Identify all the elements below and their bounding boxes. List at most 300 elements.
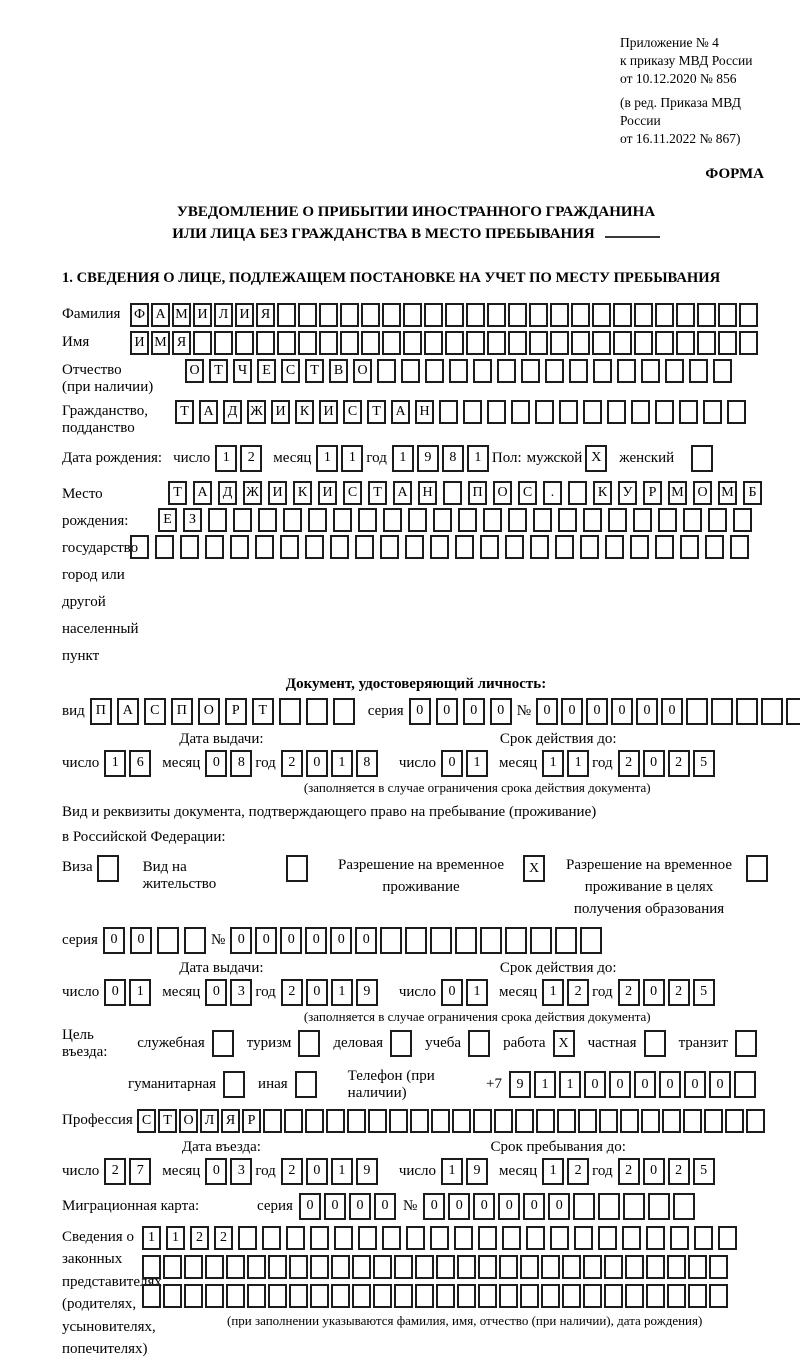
form-cell[interactable]: [505, 927, 527, 954]
form-cell[interactable]: [458, 508, 477, 532]
form-cell[interactable]: [340, 331, 359, 355]
form-cell[interactable]: [617, 359, 636, 383]
form-cell[interactable]: [258, 508, 277, 532]
form-cell[interactable]: [226, 1284, 245, 1308]
form-cell[interactable]: [592, 331, 611, 355]
form-cell[interactable]: Т: [158, 1109, 177, 1133]
form-cell[interactable]: [226, 1255, 245, 1279]
form-cell[interactable]: С: [518, 481, 537, 505]
form-cell[interactable]: [550, 331, 569, 355]
form-cell[interactable]: О: [198, 698, 220, 725]
form-cell[interactable]: 0: [280, 927, 302, 954]
form-cell[interactable]: 0: [306, 979, 328, 1006]
form-cell[interactable]: [277, 331, 296, 355]
form-cell[interactable]: 2: [567, 979, 589, 1006]
form-cell[interactable]: [480, 927, 502, 954]
form-cell[interactable]: [279, 698, 301, 725]
form-cell[interactable]: [455, 927, 477, 954]
form-cell[interactable]: [377, 359, 396, 383]
form-cell[interactable]: 0: [463, 698, 485, 725]
form-cell[interactable]: [280, 535, 299, 559]
form-cell[interactable]: И: [193, 303, 212, 327]
form-cell[interactable]: 3: [230, 1158, 252, 1185]
form-cell[interactable]: [718, 303, 737, 327]
form-cell[interactable]: 1: [166, 1226, 185, 1250]
form-cell[interactable]: 0: [643, 750, 665, 777]
form-cell[interactable]: [623, 1193, 645, 1220]
form-cell[interactable]: [683, 508, 702, 532]
form-cell[interactable]: [247, 1255, 266, 1279]
form-cell[interactable]: 0: [205, 1158, 227, 1185]
form-cell[interactable]: [382, 1226, 401, 1250]
form-cell[interactable]: [394, 1284, 413, 1308]
form-cell[interactable]: 0: [659, 1071, 681, 1098]
form-cell[interactable]: [529, 303, 548, 327]
form-cell[interactable]: 2: [618, 979, 640, 1006]
form-cell[interactable]: [718, 1226, 737, 1250]
form-cell[interactable]: С: [343, 400, 362, 424]
form-cell[interactable]: [620, 1109, 639, 1133]
form-cell[interactable]: 2: [668, 750, 690, 777]
form-cell[interactable]: 0: [536, 698, 558, 725]
form-cell[interactable]: [622, 1226, 641, 1250]
form-cell[interactable]: [439, 400, 458, 424]
form-cell[interactable]: [694, 1226, 713, 1250]
form-cell[interactable]: Н: [415, 400, 434, 424]
form-cell[interactable]: [583, 1255, 602, 1279]
form-cell[interactable]: [410, 1109, 429, 1133]
form-cell[interactable]: 0: [586, 698, 608, 725]
form-cell[interactable]: 0: [661, 698, 683, 725]
form-cell[interactable]: 5: [693, 750, 715, 777]
form-cell[interactable]: X: [553, 1030, 575, 1057]
form-cell[interactable]: [580, 535, 599, 559]
form-cell[interactable]: 0: [355, 927, 377, 954]
form-cell[interactable]: 5: [693, 979, 715, 1006]
form-cell[interactable]: [613, 331, 632, 355]
form-cell[interactable]: [355, 535, 374, 559]
form-cell[interactable]: А: [391, 400, 410, 424]
form-cell[interactable]: О: [179, 1109, 198, 1133]
form-cell[interactable]: О: [185, 359, 204, 383]
form-cell[interactable]: [673, 1193, 695, 1220]
form-cell[interactable]: [382, 331, 401, 355]
form-cell[interactable]: [733, 508, 752, 532]
form-cell[interactable]: [497, 359, 516, 383]
form-cell[interactable]: 1: [534, 1071, 556, 1098]
form-cell[interactable]: [308, 508, 327, 532]
form-cell[interactable]: 0: [436, 698, 458, 725]
form-cell[interactable]: 0: [584, 1071, 606, 1098]
form-cell[interactable]: [223, 1071, 245, 1098]
form-cell[interactable]: 2: [281, 750, 303, 777]
form-cell[interactable]: [613, 303, 632, 327]
form-cell[interactable]: 0: [609, 1071, 631, 1098]
form-cell[interactable]: [319, 331, 338, 355]
form-cell[interactable]: [736, 698, 758, 725]
form-cell[interactable]: 2: [281, 1158, 303, 1185]
form-cell[interactable]: 2: [618, 750, 640, 777]
form-cell[interactable]: [631, 400, 650, 424]
form-cell[interactable]: [705, 535, 724, 559]
form-cell[interactable]: 0: [324, 1193, 346, 1220]
form-cell[interactable]: [286, 855, 308, 882]
form-cell[interactable]: [711, 698, 733, 725]
form-cell[interactable]: 2: [214, 1226, 233, 1250]
form-cell[interactable]: [658, 508, 677, 532]
form-cell[interactable]: [526, 1226, 545, 1250]
form-cell[interactable]: А: [117, 698, 139, 725]
form-cell[interactable]: [641, 1109, 660, 1133]
form-cell[interactable]: [580, 927, 602, 954]
form-cell[interactable]: [449, 359, 468, 383]
form-cell[interactable]: 0: [441, 750, 463, 777]
form-cell[interactable]: [334, 1226, 353, 1250]
form-cell[interactable]: Т: [368, 481, 387, 505]
form-cell[interactable]: 0: [104, 979, 126, 1006]
form-cell[interactable]: [455, 535, 474, 559]
form-cell[interactable]: [520, 1284, 539, 1308]
form-cell[interactable]: [424, 303, 443, 327]
form-cell[interactable]: 8: [442, 445, 464, 472]
form-cell[interactable]: [697, 331, 716, 355]
form-cell[interactable]: [592, 303, 611, 327]
form-cell[interactable]: [415, 1284, 434, 1308]
form-cell[interactable]: [683, 1109, 702, 1133]
form-cell[interactable]: 6: [129, 750, 151, 777]
form-cell[interactable]: [761, 698, 783, 725]
form-cell[interactable]: [571, 303, 590, 327]
form-cell[interactable]: [521, 359, 540, 383]
form-cell[interactable]: [184, 1255, 203, 1279]
form-cell[interactable]: [739, 331, 758, 355]
form-cell[interactable]: М: [172, 303, 191, 327]
form-cell[interactable]: С: [144, 698, 166, 725]
form-cell[interactable]: [262, 1226, 281, 1250]
form-cell[interactable]: С: [343, 481, 362, 505]
form-cell[interactable]: 0: [205, 750, 227, 777]
form-cell[interactable]: Т: [367, 400, 386, 424]
form-cell[interactable]: [746, 1109, 765, 1133]
form-cell[interactable]: [157, 927, 179, 954]
form-cell[interactable]: А: [199, 400, 218, 424]
form-cell[interactable]: 0: [330, 927, 352, 954]
form-cell[interactable]: [142, 1284, 161, 1308]
form-cell[interactable]: [735, 1030, 757, 1057]
form-cell[interactable]: [443, 481, 462, 505]
form-cell[interactable]: [295, 1071, 317, 1098]
form-cell[interactable]: 0: [634, 1071, 656, 1098]
form-cell[interactable]: П: [468, 481, 487, 505]
form-cell[interactable]: 0: [561, 698, 583, 725]
form-cell[interactable]: [424, 331, 443, 355]
form-cell[interactable]: [641, 359, 660, 383]
form-cell[interactable]: 1: [215, 445, 237, 472]
form-cell[interactable]: 0: [130, 927, 152, 954]
form-cell[interactable]: [667, 1284, 686, 1308]
form-cell[interactable]: [263, 1109, 282, 1133]
form-cell[interactable]: 5: [693, 1158, 715, 1185]
form-cell[interactable]: [494, 1109, 513, 1133]
form-cell[interactable]: Д: [218, 481, 237, 505]
form-cell[interactable]: [569, 359, 588, 383]
form-cell[interactable]: Ф: [130, 303, 149, 327]
form-cell[interactable]: [478, 1284, 497, 1308]
form-cell[interactable]: [466, 303, 485, 327]
form-cell[interactable]: И: [319, 400, 338, 424]
form-cell[interactable]: [646, 1255, 665, 1279]
form-cell[interactable]: Н: [418, 481, 437, 505]
form-cell[interactable]: [305, 1109, 324, 1133]
form-cell[interactable]: [703, 400, 722, 424]
form-cell[interactable]: О: [493, 481, 512, 505]
form-cell[interactable]: Т: [305, 359, 324, 383]
form-cell[interactable]: [555, 927, 577, 954]
form-cell[interactable]: [230, 535, 249, 559]
form-cell[interactable]: Т: [209, 359, 228, 383]
form-cell[interactable]: 0: [611, 698, 633, 725]
form-cell[interactable]: [284, 1109, 303, 1133]
form-cell[interactable]: 0: [643, 1158, 665, 1185]
form-cell[interactable]: [550, 303, 569, 327]
form-cell[interactable]: М: [718, 481, 737, 505]
form-cell[interactable]: [478, 1226, 497, 1250]
form-cell[interactable]: [208, 508, 227, 532]
form-cell[interactable]: М: [151, 331, 170, 355]
form-cell[interactable]: [235, 331, 254, 355]
form-cell[interactable]: [730, 535, 749, 559]
form-cell[interactable]: [286, 1226, 305, 1250]
form-cell[interactable]: [380, 535, 399, 559]
form-cell[interactable]: [679, 400, 698, 424]
form-cell[interactable]: [212, 1030, 234, 1057]
form-cell[interactable]: [193, 331, 212, 355]
form-cell[interactable]: [680, 535, 699, 559]
form-cell[interactable]: [697, 303, 716, 327]
form-cell[interactable]: 0: [305, 927, 327, 954]
form-cell[interactable]: [283, 508, 302, 532]
form-cell[interactable]: [508, 303, 527, 327]
form-cell[interactable]: [725, 1109, 744, 1133]
form-cell[interactable]: [608, 508, 627, 532]
form-cell[interactable]: [358, 508, 377, 532]
form-cell[interactable]: 1: [104, 750, 126, 777]
form-cell[interactable]: [310, 1255, 329, 1279]
form-cell[interactable]: 1: [331, 750, 353, 777]
form-cell[interactable]: 0: [306, 1158, 328, 1185]
form-cell[interactable]: [373, 1284, 392, 1308]
form-cell[interactable]: И: [268, 481, 287, 505]
form-cell[interactable]: 9: [356, 979, 378, 1006]
form-cell[interactable]: А: [393, 481, 412, 505]
form-cell[interactable]: [130, 535, 149, 559]
form-cell[interactable]: С: [137, 1109, 156, 1133]
form-cell[interactable]: 1: [567, 750, 589, 777]
form-cell[interactable]: [562, 1255, 581, 1279]
form-cell[interactable]: [389, 1109, 408, 1133]
form-cell[interactable]: О: [693, 481, 712, 505]
form-cell[interactable]: [361, 331, 380, 355]
form-cell[interactable]: [508, 508, 527, 532]
form-cell[interactable]: 1: [331, 1158, 353, 1185]
form-cell[interactable]: [333, 698, 355, 725]
form-cell[interactable]: [331, 1284, 350, 1308]
form-cell[interactable]: [573, 1193, 595, 1220]
form-cell[interactable]: [457, 1255, 476, 1279]
form-cell[interactable]: [655, 400, 674, 424]
form-cell[interactable]: 0: [306, 750, 328, 777]
form-cell[interactable]: [268, 1284, 287, 1308]
form-cell[interactable]: 1: [316, 445, 338, 472]
form-cell[interactable]: [713, 359, 732, 383]
form-cell[interactable]: Р: [643, 481, 662, 505]
form-cell[interactable]: Б: [743, 481, 762, 505]
form-cell[interactable]: [605, 535, 624, 559]
form-cell[interactable]: [662, 1109, 681, 1133]
form-cell[interactable]: 2: [567, 1158, 589, 1185]
form-cell[interactable]: [298, 331, 317, 355]
form-cell[interactable]: И: [271, 400, 290, 424]
form-cell[interactable]: Т: [175, 400, 194, 424]
form-cell[interactable]: 0: [636, 698, 658, 725]
form-cell[interactable]: 8: [356, 750, 378, 777]
form-cell[interactable]: 9: [509, 1071, 531, 1098]
form-cell[interactable]: [352, 1255, 371, 1279]
form-cell[interactable]: З: [183, 508, 202, 532]
form-cell[interactable]: Ж: [243, 481, 262, 505]
form-cell[interactable]: 1: [559, 1071, 581, 1098]
form-cell[interactable]: 0: [374, 1193, 396, 1220]
form-cell[interactable]: [541, 1255, 560, 1279]
form-cell[interactable]: И: [318, 481, 337, 505]
form-cell[interactable]: [559, 400, 578, 424]
form-cell[interactable]: [483, 508, 502, 532]
form-cell[interactable]: [445, 303, 464, 327]
form-cell[interactable]: М: [668, 481, 687, 505]
form-cell[interactable]: [214, 331, 233, 355]
form-cell[interactable]: [155, 535, 174, 559]
form-cell[interactable]: [625, 1284, 644, 1308]
form-cell[interactable]: [709, 1284, 728, 1308]
form-cell[interactable]: [306, 698, 328, 725]
form-cell[interactable]: [330, 535, 349, 559]
form-cell[interactable]: [333, 508, 352, 532]
form-cell[interactable]: 0: [103, 927, 125, 954]
form-cell[interactable]: [473, 359, 492, 383]
form-cell[interactable]: [487, 400, 506, 424]
form-cell[interactable]: 7: [129, 1158, 151, 1185]
form-cell[interactable]: [578, 1109, 597, 1133]
form-cell[interactable]: [541, 1284, 560, 1308]
form-cell[interactable]: [205, 1284, 224, 1308]
form-cell[interactable]: [390, 1030, 412, 1057]
form-cell[interactable]: [310, 1284, 329, 1308]
form-cell[interactable]: [502, 1226, 521, 1250]
form-cell[interactable]: [256, 331, 275, 355]
form-cell[interactable]: [499, 1284, 518, 1308]
form-cell[interactable]: [255, 535, 274, 559]
form-cell[interactable]: [238, 1226, 257, 1250]
form-cell[interactable]: 9: [466, 1158, 488, 1185]
form-cell[interactable]: [648, 1193, 670, 1220]
form-cell[interactable]: [247, 1284, 266, 1308]
form-cell[interactable]: [655, 331, 674, 355]
form-cell[interactable]: [473, 1109, 492, 1133]
form-cell[interactable]: [598, 1193, 620, 1220]
form-cell[interactable]: [401, 359, 420, 383]
form-cell[interactable]: О: [353, 359, 372, 383]
form-cell[interactable]: [599, 1109, 618, 1133]
form-cell[interactable]: [408, 508, 427, 532]
form-cell[interactable]: [625, 1255, 644, 1279]
form-cell[interactable]: [430, 927, 452, 954]
form-cell[interactable]: [277, 303, 296, 327]
form-cell[interactable]: Я: [221, 1109, 240, 1133]
form-cell[interactable]: Т: [168, 481, 187, 505]
form-cell[interactable]: 8: [230, 750, 252, 777]
form-cell[interactable]: [436, 1255, 455, 1279]
form-cell[interactable]: Я: [256, 303, 275, 327]
form-cell[interactable]: [511, 400, 530, 424]
form-cell[interactable]: [686, 698, 708, 725]
form-cell[interactable]: 0: [523, 1193, 545, 1220]
form-cell[interactable]: [233, 508, 252, 532]
form-cell[interactable]: [655, 303, 674, 327]
form-cell[interactable]: Ч: [233, 359, 252, 383]
form-cell[interactable]: 2: [104, 1158, 126, 1185]
form-cell[interactable]: 3: [230, 979, 252, 1006]
form-cell[interactable]: 9: [356, 1158, 378, 1185]
form-cell[interactable]: [607, 400, 626, 424]
form-cell[interactable]: [530, 535, 549, 559]
form-cell[interactable]: И: [130, 331, 149, 355]
form-cell[interactable]: Р: [242, 1109, 261, 1133]
form-cell[interactable]: У: [618, 481, 637, 505]
form-cell[interactable]: X: [523, 855, 545, 882]
form-cell[interactable]: [405, 927, 427, 954]
form-cell[interactable]: 1: [129, 979, 151, 1006]
form-cell[interactable]: 1: [142, 1226, 161, 1250]
form-cell[interactable]: [555, 535, 574, 559]
form-cell[interactable]: 0: [448, 1193, 470, 1220]
form-cell[interactable]: [583, 508, 602, 532]
form-cell[interactable]: [574, 1226, 593, 1250]
form-cell[interactable]: [305, 535, 324, 559]
form-cell[interactable]: [425, 359, 444, 383]
form-cell[interactable]: [634, 303, 653, 327]
form-cell[interactable]: X: [585, 445, 607, 472]
form-cell[interactable]: [454, 1226, 473, 1250]
form-cell[interactable]: [445, 331, 464, 355]
form-cell[interactable]: 0: [498, 1193, 520, 1220]
form-cell[interactable]: С: [281, 359, 300, 383]
form-cell[interactable]: [373, 1255, 392, 1279]
form-cell[interactable]: [361, 303, 380, 327]
form-cell[interactable]: [529, 331, 548, 355]
form-cell[interactable]: 0: [643, 979, 665, 1006]
form-cell[interactable]: [630, 535, 649, 559]
form-cell[interactable]: [533, 508, 552, 532]
form-cell[interactable]: [508, 331, 527, 355]
form-cell[interactable]: [689, 359, 708, 383]
form-cell[interactable]: [676, 331, 695, 355]
form-cell[interactable]: [487, 303, 506, 327]
form-cell[interactable]: Т: [252, 698, 274, 725]
form-cell[interactable]: [394, 1255, 413, 1279]
form-cell[interactable]: [583, 400, 602, 424]
form-cell[interactable]: А: [193, 481, 212, 505]
form-cell[interactable]: [665, 359, 684, 383]
